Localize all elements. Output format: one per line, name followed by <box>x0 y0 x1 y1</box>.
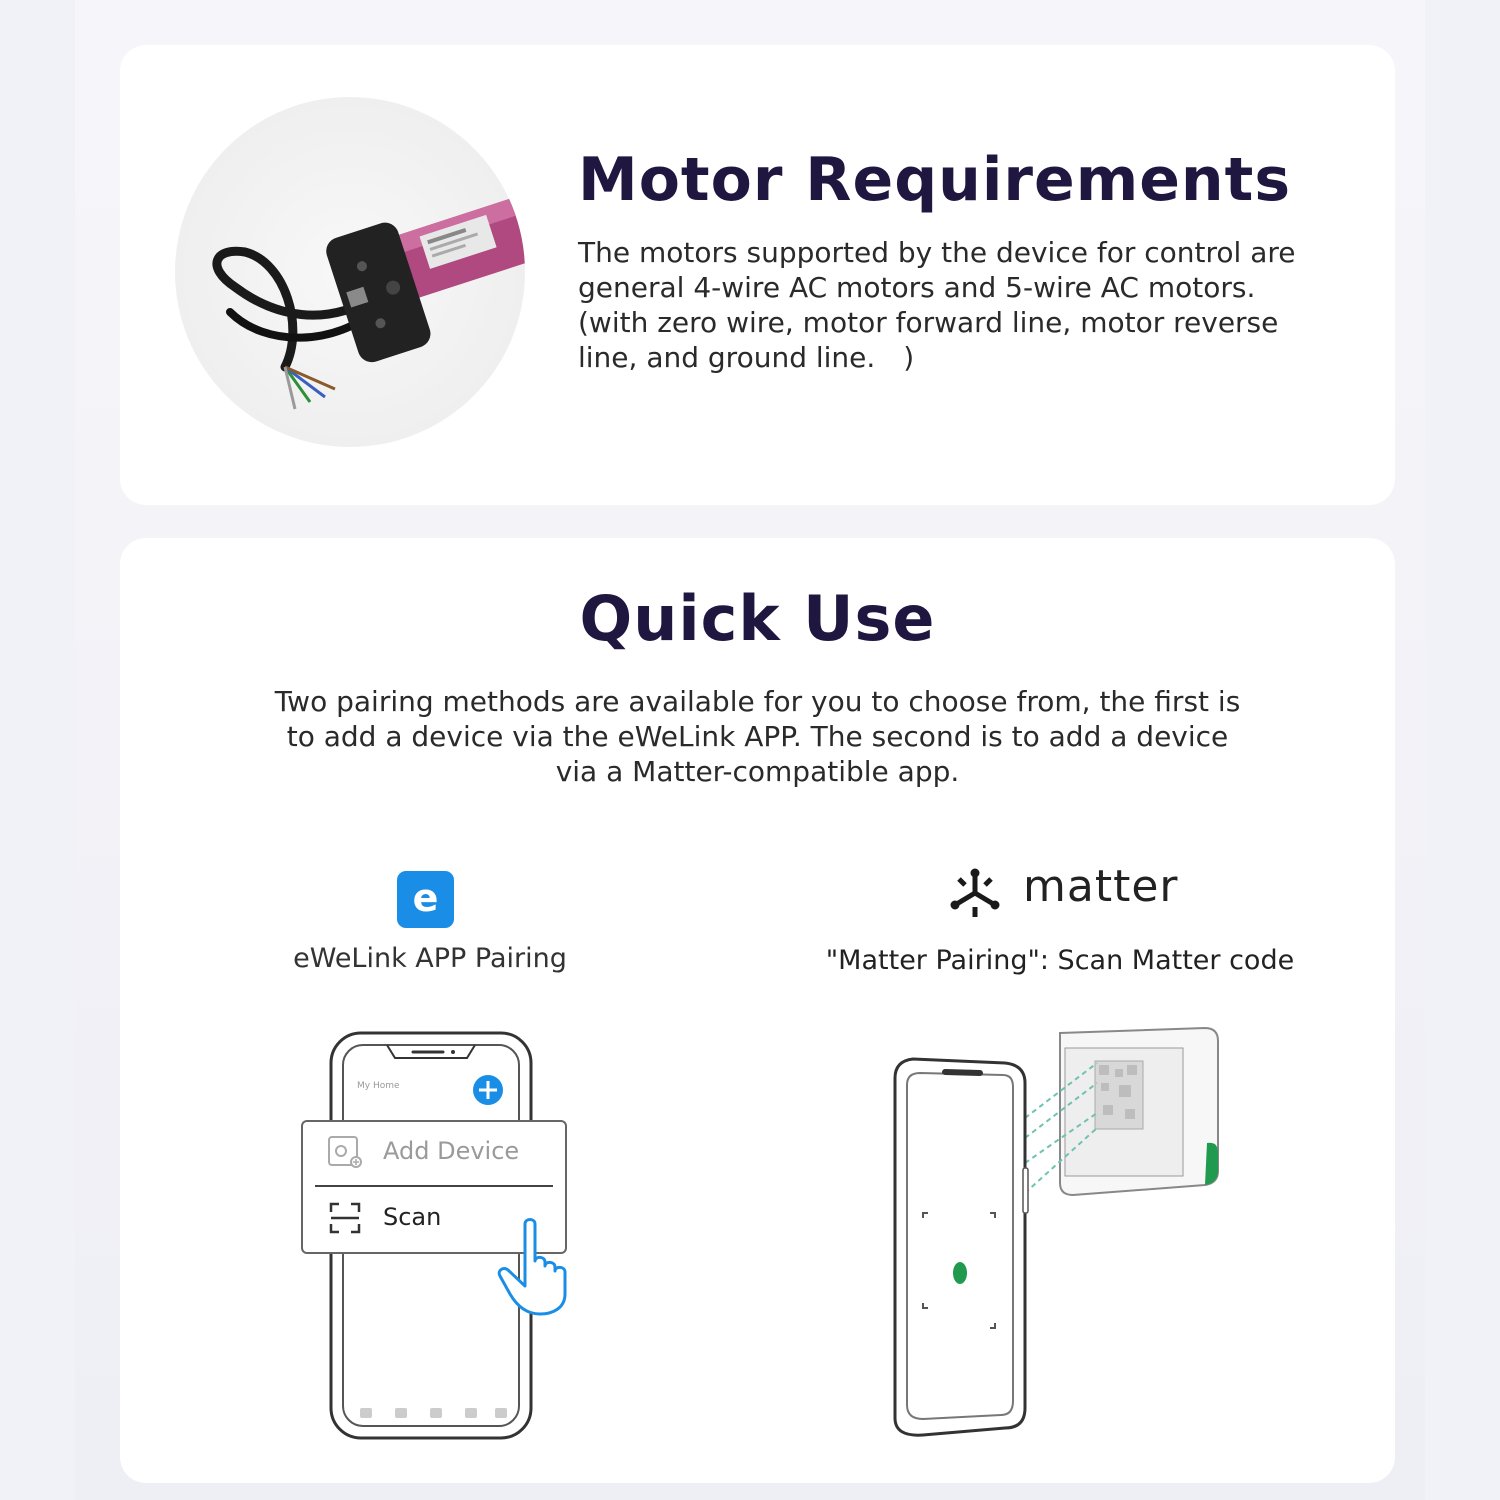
quick-desc-line: to add a device via the eWeLink APP. The second is to add a device <box>286 720 1229 753</box>
add-device-icon <box>327 1134 363 1170</box>
matter-logo <box>945 863 1185 923</box>
motor-requirements-title: Motor Requirements <box>578 145 1292 215</box>
motor-desc-line: general 4-wire AC motors and 5-wire AC motors. <box>578 271 1256 304</box>
scan-icon <box>327 1200 363 1236</box>
svg-text:My Home: My Home <box>357 1081 400 1091</box>
add-device-menu-item[interactable] <box>303 1122 565 1182</box>
quick-use-description <box>120 684 1395 789</box>
motor-requirements-card <box>120 45 1395 505</box>
motor-desc-line: line, and ground line. ) <box>578 341 915 374</box>
scan-label: Scan <box>383 1203 442 1231</box>
popup-divider <box>315 1185 553 1187</box>
ewelink-logo-icon: e <box>397 871 454 928</box>
ewelink-pairing-caption: eWeLink APP Pairing <box>293 943 567 974</box>
quick-use-title: Quick Use <box>579 582 936 655</box>
motor-photo <box>175 97 525 447</box>
motor-desc-line: The motors supported by the device for control are <box>578 236 1296 269</box>
motor-desc-line: (with zero wire, motor forward line, motor reverse <box>578 306 1279 339</box>
phone-scanning-device-icon <box>885 1023 1225 1443</box>
motor-requirements-description <box>578 235 1378 375</box>
matter-pairing-caption: "Matter Pairing": Scan Matter code <box>825 945 1295 976</box>
matter-scan-illustration <box>885 1023 1225 1443</box>
matter-logo-text: matter <box>1023 861 1179 912</box>
quick-use-card <box>120 538 1395 1483</box>
tubular-motor-image <box>175 97 525 447</box>
quick-desc-line: Two pairing methods are available for you to choose from, the first is <box>274 685 1241 718</box>
tap-hand-icon <box>495 1216 585 1316</box>
quick-desc-line: via a Matter-compatible app. <box>555 755 960 788</box>
add-device-label: Add Device <box>383 1137 520 1165</box>
matter-logo-icon <box>945 863 1005 923</box>
ewelink-phone-illustration <box>295 1028 595 1448</box>
